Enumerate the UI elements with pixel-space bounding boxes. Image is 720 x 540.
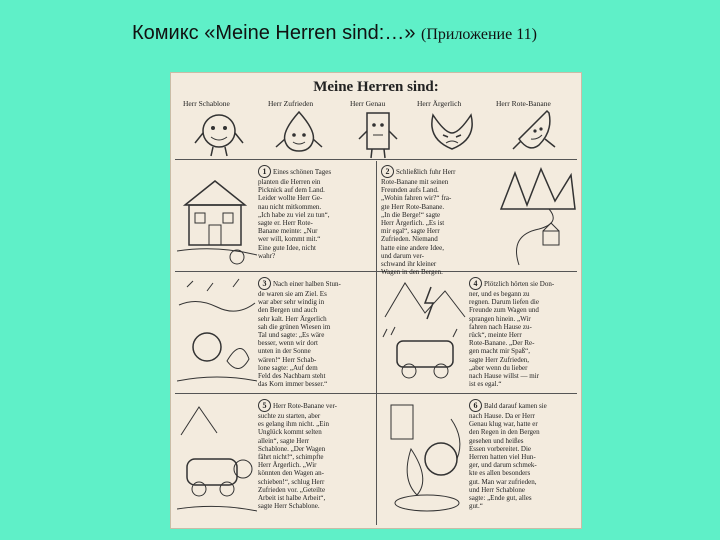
character-name-genau: Herr Genau [350, 99, 386, 108]
character-name-schablone: Herr Schablone [183, 99, 230, 108]
panel-5 [258, 399, 374, 510]
panel-2 [381, 165, 497, 276]
panel-1-number: 1 [258, 165, 271, 178]
panel-3-text: Nach einer halben Stun- de waren sie am Ziel. Es war aber sehr windig in den Bergen und auch sehr kalt. Herr Ärgerlich sah die grünen Wiesen im Tal und sagte: „Es wäre besser, wenn wir dort unten in der Sonne wären!“ Herr Schab- lone sagte: „Auf dem Feld des Nachbarn steht das Korn immer besser.“ [258, 280, 341, 389]
slide-title [132, 22, 537, 45]
panel-5-illustration [177, 399, 257, 523]
character-zufrieden-drawing [274, 109, 324, 157]
panel-2-illustration [499, 165, 577, 269]
character-rote-banane-drawing [509, 109, 559, 157]
panel-6-number: 6 [469, 399, 482, 412]
character-name-aergerlich: Herr Ärgerlich [417, 99, 462, 108]
panel-6-text: Bald darauf kamen sie nach Hause. Da er Herr Genau klug war, hatte er den Regen in den Bergen gesehen und heißes Essen vorbereitet. Die Herren hatten viel Hun- ger, und darum schmek- kte es allen besonders gut. Man war zufrieden, und Herr Schablone sagte: „Ende gut, alles gut.“ [469, 402, 547, 511]
character-genau-drawing [358, 109, 398, 159]
character-aergerlich-drawing [423, 109, 481, 157]
row-divider-top [175, 159, 577, 160]
comic-title: Meine Herren sind: [313, 79, 439, 95]
panel-2-number: 2 [381, 165, 394, 178]
column-divider [376, 161, 377, 525]
slide-title-suffix: (Приложение 11) [421, 26, 537, 43]
panel-4 [469, 277, 577, 388]
panel-1-text: Eines schönen Tages planten die Herren ein Picknick auf dem Land. Leider wollte Herr Ge- nau nicht mitkommen. „Ich habe zu viel zu tun“, sagte er. Herr Rote- Banane meinte: „Nur wer will, kommt mit.“ Eine gute Idee, nicht wahr? [258, 168, 332, 260]
panel-4-number: 4 [469, 277, 482, 290]
character-name-rote-banane: Herr Rote-Banane [496, 99, 551, 108]
panel-3-number: 3 [258, 277, 271, 290]
row-divider-2 [175, 393, 577, 394]
panel-1-illustration [177, 165, 257, 269]
panel-2-text: Schließlich fuhr Herr Rote-Banane mit seinen Freunden aufs Land. „Wohin fahren wir?“ fra- gte Herr Rote-Banane. „In die Berge!“ sagte Herr Ärgerlich. „Es ist mir egal“, sagte Herr Zufrieden. Niemand hatte eine andere Idee, und darum ver- schwand ihr kleiner Wagen in den Bergen. [381, 168, 456, 277]
panel-1 [258, 165, 374, 260]
comic-page [170, 72, 582, 529]
panel-4-illustration [381, 277, 467, 389]
panel-3 [258, 277, 374, 388]
panel-6-illustration [381, 399, 467, 523]
panel-5-number: 5 [258, 399, 271, 412]
panel-3-illustration [177, 277, 257, 389]
row-divider-1 [175, 271, 577, 272]
slide-title-text: Комикс «Meine Herren sind:…» [132, 22, 416, 44]
character-schablone-drawing [193, 109, 245, 157]
panel-6 [469, 399, 577, 510]
character-name-zufrieden: Herr Zufrieden [268, 99, 314, 108]
panel-4-text: Plötzlich hörten sie Don- ner, und es begann zu regnen. Darum liefen die Freunde zum Wagen und sprangen hinein. „Wir fahren nach Hause zu- rück“, meinte Herr Rote-Banane. „Der Re- gen macht mir Spaß“, sagte Herr Zufrieden, „aber wenn du lieber nach Hause willst — mir ist es egal.“ [469, 280, 555, 389]
panel-5-text: Herr Rote-Banane ver- suchte zu starten, aber es gelang ihm nicht. „Ein Unglück kommt selten allein“, sagte Herr Schablone. „Der Wagen fährt nicht!“, schimpfte Herr Ärgerlich. „Wir könnten den Wagen an- schieben!“, schlug Herr Zufrieden vor. „Geteilte Arbeit ist halbe Arbeit“, sagte Herr Schablone. [258, 402, 337, 511]
